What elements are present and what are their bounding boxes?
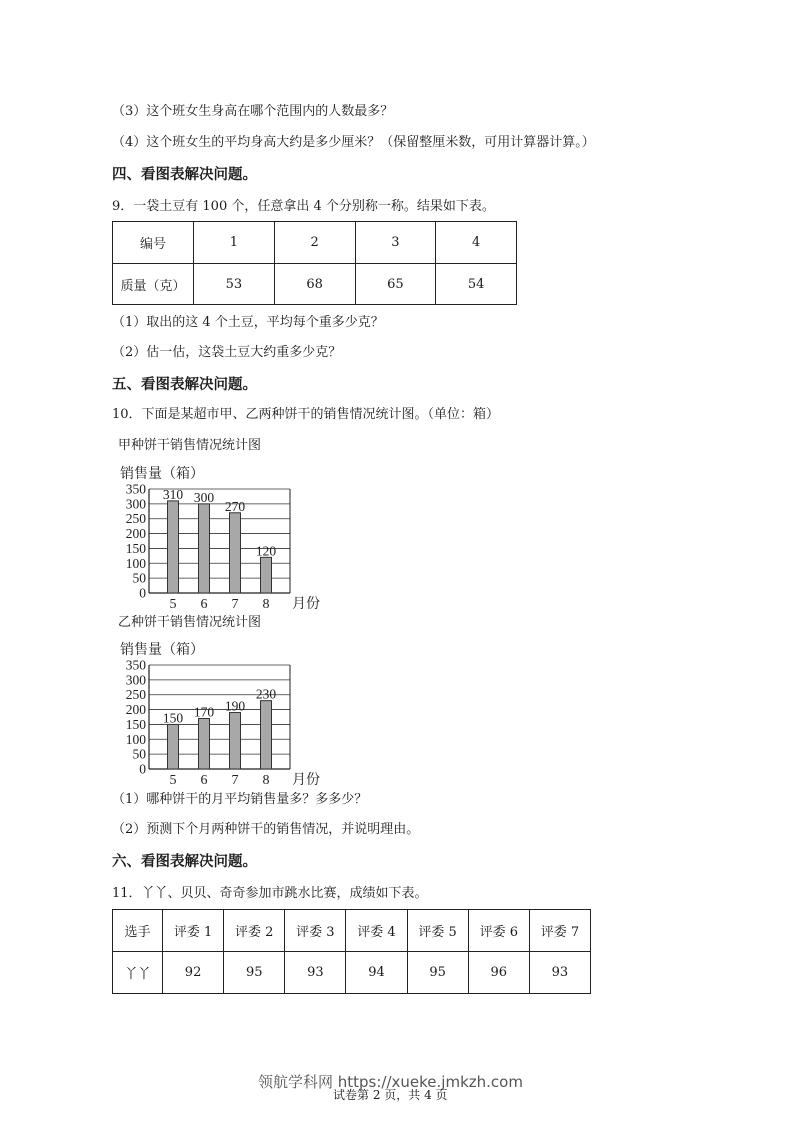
chart-a-ytick-label: 150 (125, 540, 146, 556)
chart-b-ylabel: 销售量（箱） (120, 643, 204, 658)
chart-b-xtick-label: 8 (262, 773, 270, 786)
q9-table-cell: 2 (274, 222, 355, 264)
q9-table-cell: 65 (355, 264, 436, 305)
chart-b-ytick-label: 350 (125, 657, 146, 673)
q11-table-cell: 92 (163, 952, 224, 994)
q9-text: 9．一袋土豆有 100 个，任意拿出 4 个分别称一称。结果如下表。 (112, 199, 495, 214)
chart-a-bar (230, 513, 241, 593)
chart-b-data-label: 230 (255, 686, 277, 702)
q11-text: 11．丫丫、贝贝、奇奇参加市跳水比赛，成绩如下表。 (112, 886, 428, 901)
chart-a-ytick-label: 300 (125, 496, 146, 512)
q9-table-cell: 4 (436, 222, 517, 264)
chart-b-xlabel: 月份 (292, 773, 320, 786)
chart-a-xtick-label: 6 (200, 597, 208, 610)
chart-a-data-label: 310 (162, 486, 184, 502)
chart-a-ytick-label: 50 (132, 570, 146, 586)
chart-a (118, 460, 338, 610)
q11-table-cell: 评委 4 (346, 910, 407, 952)
q9-table-cell: 3 (355, 222, 436, 264)
chart-b-ytick-label: 0 (139, 761, 146, 777)
q10-text: 10．下面是某超市甲、乙两种饼干的销售情况统计图。（单位：箱） (112, 407, 500, 422)
q11-table-cell: 评委 3 (285, 910, 346, 952)
q9-table-header-row (113, 222, 517, 264)
q9-table-cell: 53 (194, 264, 275, 305)
q11-table-cell: 93 (285, 952, 346, 994)
chart-b-ytick-label: 300 (125, 672, 146, 688)
q11-table-cell: 评委 6 (468, 910, 529, 952)
chart-b-bar (199, 718, 210, 769)
chart-a-ytick-label: 250 (125, 511, 146, 527)
chart-a-ytick-label: 200 (125, 526, 146, 542)
chart-a-data-label: 300 (193, 489, 215, 505)
chart-b-ytick-label: 250 (125, 687, 146, 703)
chart-b-data-label: 170 (193, 704, 215, 720)
q11-table-cell: 96 (468, 952, 529, 994)
q11-table-cell: 评委 2 (224, 910, 285, 952)
q8-sub4: （4）这个班女生的平均身高大约是多少厘米？（保留整厘米数，可用计算器计算。） (112, 135, 595, 150)
watermark-text: 领航学科网 https://xueke.jmkzh.com (258, 1073, 523, 1091)
chart-b-title: 乙种饼干销售情况统计图 (118, 615, 262, 630)
q11-table-cell: 选手 (113, 910, 163, 952)
chart-a-data-label: 120 (255, 543, 277, 559)
chart-a-xtick-label: 8 (262, 597, 270, 610)
q11-table-cell: 94 (346, 952, 407, 994)
chart-a-ytick-label: 0 (139, 585, 146, 601)
chart-b-xtick-label: 5 (169, 773, 177, 786)
chart-b-data-label: 150 (162, 710, 184, 726)
chart-a-ylabel: 销售量（箱） (120, 467, 204, 482)
q11-table-cell: 评委 1 (163, 910, 224, 952)
q9-table-cell: 54 (436, 264, 517, 305)
q11-table-cell: 丫丫 (113, 952, 163, 994)
chart-a-bar (168, 501, 179, 593)
q10-sub1: （1）哪种饼干的月平均销售量多？多多少？ (112, 792, 368, 807)
q9-sub2: （2）估一估，这袋土豆大约重多少克？ (112, 345, 342, 360)
chart-a-ytick-label: 100 (125, 555, 146, 571)
chart-a-bar (199, 504, 210, 593)
chart-b-xtick-label: 7 (231, 773, 239, 786)
chart-a-title: 甲种饼干销售情况统计图 (118, 438, 262, 453)
chart-b-bar (230, 713, 241, 769)
chart-a-xtick-label: 5 (169, 597, 177, 610)
q9-table-cell: 编号 (113, 222, 194, 264)
chart-b-bar (168, 724, 179, 769)
chart-a-ytick-label: 350 (125, 481, 146, 497)
q11-table-cell: 评委 5 (407, 910, 468, 952)
chart-b-ytick-label: 150 (125, 716, 146, 732)
q9-table-data-row (113, 264, 517, 305)
chart-a-xtick-label: 7 (231, 597, 239, 610)
chart-b (118, 636, 338, 786)
q9-table-cell: 1 (194, 222, 275, 264)
page-footer: 试卷第 2 页，共 4 页 (333, 1088, 448, 1102)
q9-table (112, 221, 517, 305)
section4-title: 四、看图表解决问题。 (112, 167, 257, 183)
q11-table-cell: 95 (224, 952, 285, 994)
chart-b-ytick-label: 200 (125, 702, 146, 718)
q11-table-data-row (113, 952, 591, 994)
chart-b-ytick-label: 100 (125, 731, 146, 747)
q9-sub1: （1）取出的这 4 个土豆，平均每个重多少克？ (112, 315, 384, 330)
q11-table-cell: 评委 7 (529, 910, 590, 952)
q11-table-cell: 93 (529, 952, 590, 994)
section6-title: 六、看图表解决问题。 (112, 854, 257, 870)
chart-a-bar (261, 557, 272, 593)
section5-title: 五、看图表解决问题。 (112, 377, 257, 393)
chart-b-ytick-label: 50 (132, 746, 146, 762)
q11-table (112, 909, 591, 994)
chart-b-xtick-label: 6 (200, 773, 208, 786)
chart-a-data-label: 270 (224, 498, 246, 514)
q9-table-cell: 68 (274, 264, 355, 305)
chart-a-xlabel: 月份 (292, 597, 320, 610)
chart-b-bar (261, 701, 272, 769)
q10-sub2: （2）预测下个月两种饼干的销售情况，并说明理由。 (112, 822, 420, 837)
q9-table-cell: 质量（克） (113, 264, 194, 305)
chart-b-data-label: 190 (224, 698, 246, 714)
q11-table-cell: 95 (407, 952, 468, 994)
q8-sub3: （3）这个班女生身高在哪个范围内的人数最多？ (112, 104, 394, 119)
q11-table-header-row (113, 910, 591, 952)
